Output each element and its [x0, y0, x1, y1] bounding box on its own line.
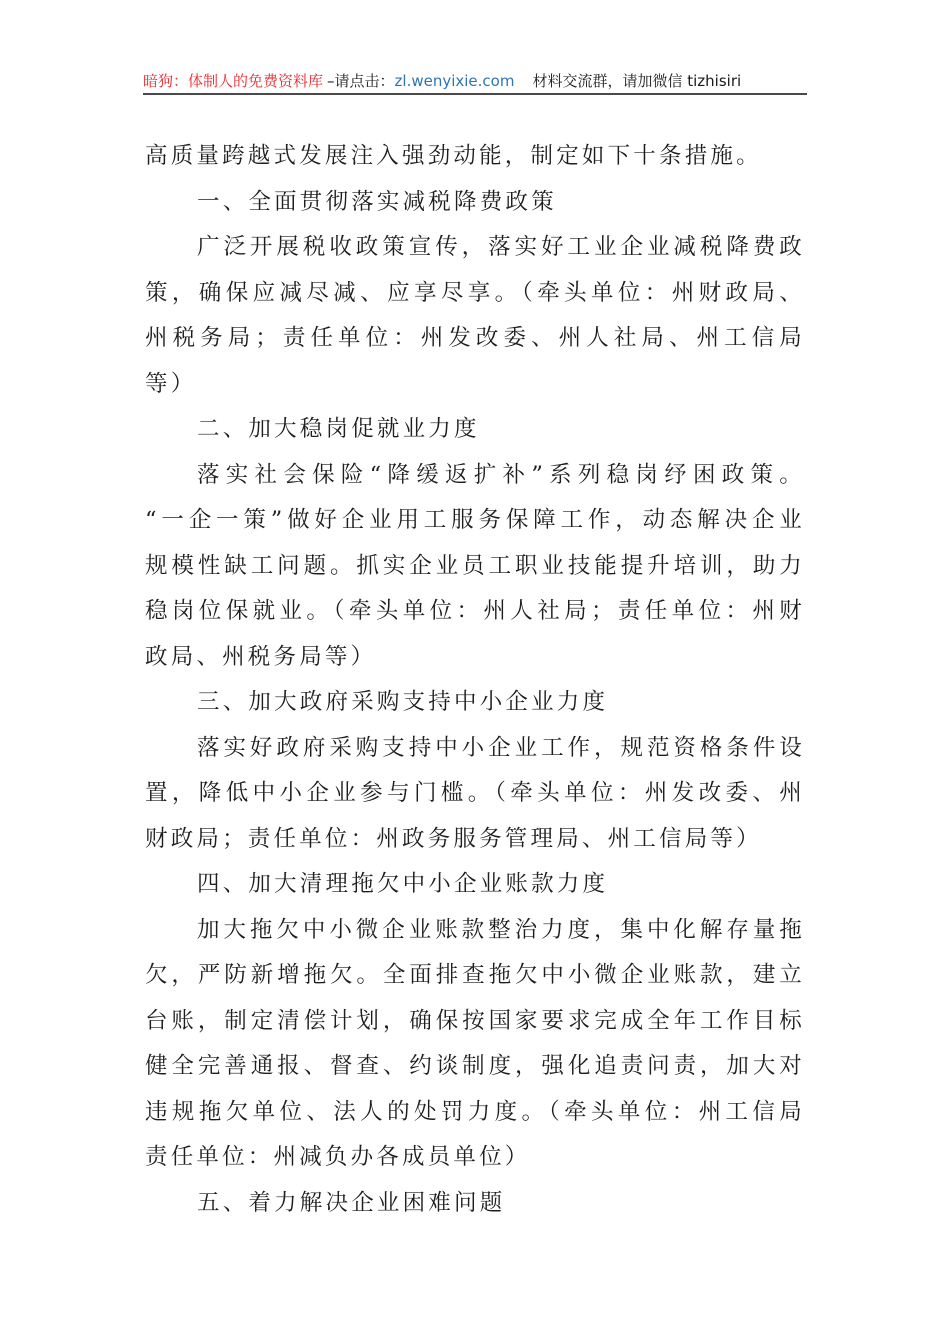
paragraph-line: 财政局；责任单位：州政务服务管理局、州工信局等） — [145, 825, 762, 852]
document-body — [145, 134, 805, 1226]
paragraph-line: 健全完善通报、督查、约谈制度，强化追责问责，加大对 — [145, 1053, 805, 1079]
paragraph-line: 州税务局；责任单位：州发改委、州人社局、州工信局 — [145, 325, 805, 351]
paragraph-line: 台账，制定清偿计划，确保按国家要求完成全年工作目标 — [145, 1007, 805, 1034]
header-wechat-group-text: 材料交流群，请加微信 tizhisiri — [532, 72, 742, 90]
paragraph-line: 落实社会保险“降缓返扩补”系列稳岗纾困政策。 — [197, 461, 805, 488]
section-heading-2: 二、加大稳岗促就业力度 — [197, 416, 480, 442]
paragraph-line: 广泛开展税收政策宣传，落实好工业企业减税降费政 — [197, 234, 805, 260]
paragraph-line: 政局、州税务局等） — [145, 643, 377, 670]
paragraph-line: 策，确保应减尽减、应享尽享。（牵头单位：州财政局、 — [145, 279, 805, 306]
paragraph-line: 责任单位：州减负办各成员单位） — [145, 1144, 531, 1170]
section-heading-4: 四、加大清理拖欠中小企业账款力度 — [197, 871, 609, 897]
paragraph-line: 欠，严防新增拖欠。全面排查拖欠中小微企业账款，建立 — [145, 962, 805, 988]
paragraph-line: 等） — [145, 370, 197, 397]
paragraph-line: “一企一策”做好企业用工服务保障工作，动态解决企业 — [145, 507, 805, 533]
paragraph-line: 稳岗位保就业。（牵头单位：州人社局；责任单位：州财 — [145, 598, 805, 624]
paragraph-line: 规模性缺工问题。抓实企业员工职业技能提升培训，助力 — [145, 552, 805, 579]
header-prompt-text: –请点击： — [327, 72, 395, 90]
section-heading-1: 一、全面贯彻落实减税降费政策 — [197, 188, 557, 215]
header-divider — [143, 93, 807, 95]
header-brand-text: 暗狗：体制人的免费资料库 — [143, 72, 324, 90]
paragraph-line: 高质量跨越式发展注入强劲动能，制定如下十条措施。 — [145, 143, 762, 169]
section-heading-3: 三、加大政府采购支持中小企业力度 — [197, 689, 609, 715]
paragraph-line: 置，降低中小企业参与门槛。（牵头单位：州发改委、州 — [145, 780, 805, 806]
paragraph-line: 违规拖欠单位、法人的处罚力度。（牵头单位：州工信局 — [145, 1098, 805, 1125]
watermark-header — [143, 70, 807, 92]
header-website-link[interactable]: zl.wenyixie.com — [394, 72, 515, 90]
section-heading-5: 五、着力解决企业困难问题 — [197, 1189, 506, 1216]
paragraph-line: 加大拖欠中小微企业账款整治力度，集中化解存量拖 — [197, 916, 805, 943]
paragraph-line: 落实好政府采购支持中小企业工作，规范资格条件设 — [197, 734, 805, 761]
